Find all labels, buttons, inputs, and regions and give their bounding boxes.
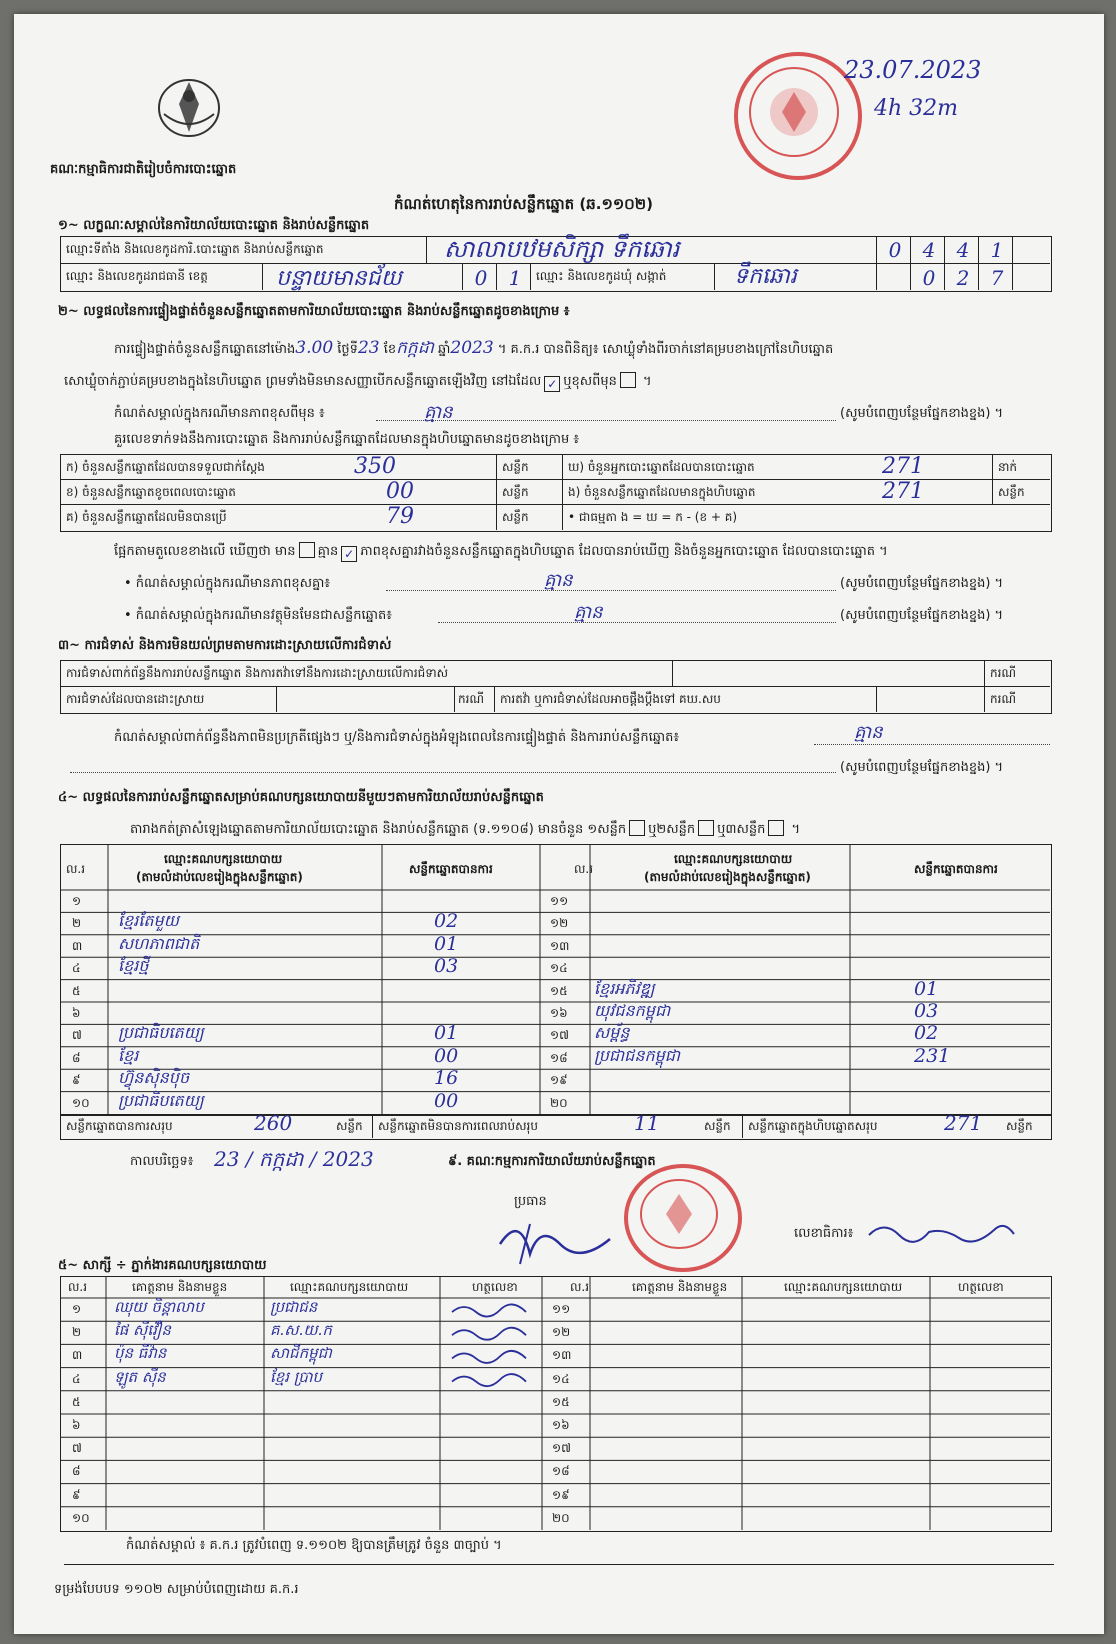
verification-time-line: ការផ្ទៀងផ្ទាត់ចំនួនសន្លឹកឆ្នោតនៅម៉ោង3.00 ថ្ងៃទី23 ខែកក្កដា ឆ្នាំ2023 ។ គ.ក.រ បានពិនិត្យ៖ សោឃ្លុំទាំងពីរចាក់នៅគម្របខាងក្រៅនៃហិបឆ្នោត [114, 338, 834, 358]
objection-row2b: ការតវ៉ា ឬការជំទាស់ដែលអាចផ្តឹងប្តឹងទៅ គឃ.សប [500, 692, 721, 706]
col-name-header: គោត្តនាម និងនាមខ្លួន [632, 1280, 728, 1294]
stamp-time: 4h 32m [874, 96, 959, 121]
row-number: ១៨ [550, 1050, 568, 1065]
row-number: ១៦ [550, 1006, 568, 1020]
col-party-header: ឈ្មោះគណបក្សនយោបាយ [164, 852, 283, 866]
stamp-date: 23.07.2023 [844, 56, 982, 84]
station-label: ឈ្មោះទីតាំង និងលេខកូដការិ.បោះឆ្នោត និងរាប់សន្លឹកឆ្នោត [66, 242, 324, 256]
row-number: ១ [72, 894, 82, 908]
col-sign-header: ហត្ថលេខា [472, 1280, 518, 1294]
row-number: ១៩ [552, 1487, 570, 1502]
unit-label: សន្លឹក [336, 1119, 363, 1133]
row-number: ១៧ [552, 1441, 571, 1456]
section1-heading: ១~ លក្ខណៈសម្គាល់នៃការិយាល័យបោះឆ្នោត និងរាប់សន្លឹកឆ្នោត [58, 218, 370, 233]
section2-heading: ២~ លទ្ធផលនៃការផ្ទៀងផ្ទាត់ចំនួនសន្លឹកឆ្នោតតាមការិយាល័យបោះឆ្នោត និងរាប់សន្លឹកឆ្នោតដូចខាងក្រោម ៖ [58, 304, 570, 319]
form-footer: ទម្រង់បែបបទ ១១០២ សម្រាប់បំពេញដោយ គ.ក.រ [54, 1582, 299, 1597]
party-votes: 02 [434, 910, 459, 933]
witness-party: សាជីកម្ពុជា [270, 1344, 332, 1363]
party-votes: 00 [434, 1044, 459, 1067]
witness-signature [452, 1351, 526, 1363]
diff-label: • កំណត់សម្គាល់ក្នុងករណីមានភាពខុសគ្នា៖ [124, 576, 331, 591]
party-name: សហភាពជាតិ [118, 933, 200, 953]
unit-label: សន្លឹក [502, 460, 529, 474]
col-no-header: ល.រ [66, 862, 86, 876]
same-checkbox[interactable]: ✓ [544, 376, 560, 392]
row-number: ៧ [72, 1028, 82, 1043]
tally-sheets-line: តារាងកត់ត្រាសំឡេងឆ្នោតតាមការិយាល័យបោះឆ្នោត និងរាប់សន្លឹកឆ្នោត (ទ.១១០៨) មានចំនួន ១សន្លឹក ឬ២សន្លឹក ឬ៣សន្លឹក ។ [130, 822, 801, 837]
col-party-header: ឈ្មោះគណបក្សនយោបាយ [674, 852, 793, 866]
note-label: កំណត់សម្គាល់ក្នុងករណីមានភាពខុសពីមុន ៖ [114, 406, 325, 421]
party-name: ខ្មែរអភិវឌ្ឍ [594, 978, 655, 998]
fill-more-note: (សូមបំពេញបន្ថែមផ្នែកខាងខ្នង) ។ [840, 406, 1004, 421]
secretary-signature [864, 1210, 1024, 1254]
has-difference-checkbox[interactable] [299, 542, 315, 558]
total-box-label: សន្លឹកឆ្នោតក្នុងហិបឆ្នោតសរុប [748, 1119, 878, 1133]
party-name: ប្រជាជនកម្ពុជា [594, 1045, 681, 1065]
row-number: ១៩ [550, 1073, 568, 1088]
c-value: 79 [386, 504, 414, 529]
b-label: ខ) ចំនួនសន្លឹកឆ្នោតខូចពេលបោះឆ្នោត [66, 485, 236, 499]
three-sheet-checkbox[interactable] [768, 820, 784, 836]
case-label: ករណី [990, 666, 1017, 680]
row-number: ១៦ [552, 1418, 570, 1432]
case-label: ករណី [458, 692, 485, 706]
row-number: ២ [72, 916, 82, 931]
commune-code-digit: 7 [990, 266, 1004, 290]
a-label: ក) ចំនួនសន្លឹកឆ្នោតដែលបានទទួលជាក់ស្តែង [66, 460, 265, 474]
witness-signature [452, 1374, 526, 1386]
fill-more-note: (សូមបំពេញបន្ថែមផ្នែកខាងខ្នង) ។ [840, 608, 1004, 623]
note-value: គ្មាន [424, 402, 453, 423]
province-code-digit: 1 [508, 266, 522, 290]
committee-label: ៩. គណៈកម្មការការិយាល័យរាប់សន្លឹកឆ្នោត [448, 1154, 656, 1169]
one-sheet-checkbox[interactable] [629, 820, 645, 836]
party-votes: 01 [434, 932, 459, 955]
row-number: ១៣ [552, 1348, 572, 1363]
odd-label: • កំណត់សម្គាល់ក្នុងករណីមានវត្ថុមិនមែនជាសន្លឹកឆ្នោត៖ [124, 608, 392, 623]
section3-heading: ៣~ ការជំទាស់ និងការមិនយល់ព្រមតាមការដោះស្រាយលើការជំទាស់ [58, 638, 392, 653]
row-number: ១ [72, 1302, 82, 1316]
row-number: ១២ [552, 1325, 571, 1340]
figures-intro: គួរលេខទាក់ទងនឹងការបោះឆ្នោត និងការរាប់សន្លឹកឆ្នោតដែលមានក្នុងហិបឆ្នោតមានដូចខាងក្រោម ៖ [114, 432, 580, 447]
difference-check-line: ផ្អែកតាមតួលេខខាងលើ ឃើញថា មាន គ្មាន ✓ ភាពខុសគ្នារវាងចំនួនសន្លឹកឆ្នោតក្នុងហិបឆ្នោត ដែលបានរាប់ឃើញ និងចំនួនអ្នកបោះឆ្នោត ដែលបានបោះឆ្នោត ។ [114, 544, 888, 561]
objection-row2a: ការជំទាស់ដែលបានដោះស្រាយ [66, 692, 205, 706]
col-name-header: គោត្តនាម និងនាមខ្លួន [132, 1280, 228, 1294]
witness-party: គ.ស.យ.ក [270, 1321, 332, 1340]
party-name: ហ៊្វុនស៊ិនប៉ិច [118, 1068, 190, 1088]
party-votes: 01 [434, 1022, 459, 1045]
party-votes: 16 [434, 1067, 459, 1090]
c-label: គ) ចំនួនសន្លឹកឆ្នោតដែលមិនបានប្រើ [66, 510, 227, 524]
party-name: ប្រជាធិបតេយ្យ [118, 1090, 204, 1110]
form-title: កំណត់ហេតុនៃការរាប់សន្លឹកឆ្នោត (ឆ.១១០២) [394, 195, 654, 213]
row-number: ១៤ [552, 1371, 570, 1386]
row-number: ១៤ [550, 961, 568, 976]
station-value: សាលាបឋមសិក្សា ទឹកឆោរ [444, 235, 680, 263]
party-name: សម្ព័ន្ធ [594, 1023, 630, 1043]
total-box-value: 271 [944, 1111, 983, 1135]
commune-value: ទឹកឆោរ [734, 264, 797, 289]
province-value: បន្ទាយមានជ័យ [276, 266, 402, 291]
row-number: ១៥ [550, 983, 568, 998]
no-difference-checkbox[interactable]: ✓ [341, 546, 357, 562]
row-number: ២០ [552, 1510, 570, 1525]
a-value: 350 [354, 454, 396, 479]
row-number: ៣ [72, 1348, 83, 1363]
unit-label: សន្លឹក [998, 485, 1025, 499]
row-number: ១៨ [552, 1464, 570, 1479]
col-party-header: ឈ្មោះគណបក្សនយោបាយ [290, 1280, 409, 1294]
official-stamp-top [734, 52, 862, 180]
row-number: ១២ [550, 916, 569, 931]
party-votes: 01 [914, 977, 939, 1000]
row-number: ៤ [72, 1371, 81, 1386]
total-invalid-label: សន្លឹកឆ្នោតមិនបានការពេលរាប់សរុប [378, 1119, 538, 1133]
party-name: ខ្មែរ [118, 1045, 139, 1065]
secretary-label: លេខាធិការ៖ [794, 1226, 854, 1241]
witness-party: ខ្មែរ ប្រាប [270, 1367, 323, 1386]
witness-name: ឡូត ស៊ីន [114, 1367, 166, 1386]
party-name: ខ្មែរតែមួយ [118, 911, 179, 931]
witness-party: ប្រជាជន [270, 1298, 318, 1316]
d-value: 271 [882, 454, 924, 479]
d-label: ឃ) ចំនួនអ្នកបោះឆ្នោតដែលបានបោះឆ្នោត [568, 460, 755, 474]
col-votes-header: សន្លឹកឆ្នោតបានការ [914, 862, 998, 876]
station-code-digit: 4 [956, 238, 970, 262]
col-no-header: ល.រ [574, 862, 594, 876]
witness-name: ផៃ ស៊ីវ៉ឿន [114, 1321, 171, 1340]
case-label: ករណី [990, 692, 1017, 706]
col-party-sub-header: (តាមលំដាប់លេខរៀងក្នុងសន្លឹកឆ្នោត) [644, 870, 811, 884]
col-no-header: ល.រ [570, 1280, 590, 1294]
b-value: 00 [386, 479, 414, 504]
different-checkbox[interactable] [620, 372, 636, 388]
witness-name: ប៉ុន ធីវ៉ាន [114, 1344, 167, 1363]
row-number: ១៥ [552, 1394, 570, 1409]
party-votes: 03 [914, 1000, 939, 1022]
date-value: 23 / កក្កដា / 2023 [214, 1147, 374, 1171]
row-number: ១០ [72, 1095, 90, 1110]
totals-row [60, 1114, 1052, 1140]
witness-signature [452, 1304, 526, 1316]
fill-more-note: (សូមបំពេញបន្ថែមផ្នែកខាងខ្នង) ។ [840, 760, 1004, 775]
row-number: ៥ [72, 1394, 81, 1409]
witness-name: ឈុយ ចិន្តាលាប [114, 1298, 204, 1316]
commune-code-digit: 0 [922, 266, 936, 290]
odd-value: គ្មាន [574, 602, 603, 623]
party-votes: 00 [434, 1089, 459, 1112]
two-sheet-checkbox[interactable] [698, 820, 714, 836]
row-number: ៤ [72, 961, 81, 976]
fill-more-note: (សូមបំពេញបន្ថែមផ្នែកខាងខ្នង) ។ [840, 576, 1004, 591]
objection-row1: ការជំទាស់ពាក់ព័ន្ធនឹងការរាប់សន្លឹកឆ្នោត និងការតវ៉ាទៅនឹងការដោះស្រាយលើការជំទាស់ [66, 666, 449, 680]
formula: • ជាធម្មតា ង = ឃ = ក - (ខ + គ) [568, 510, 738, 524]
row-number: ៧ [72, 1441, 82, 1456]
footnote: កំណត់សម្គាល់ ៖ គ.ក.រ ត្រូវបំពេញ ទ.១១០២ ឱ្យបានត្រឹមត្រូវ ចំនួន ៣ច្បាប់ ។ [126, 1538, 502, 1553]
row-number: ១៧ [550, 1028, 569, 1043]
party-votes: 02 [914, 1022, 939, 1045]
party-votes: 231 [914, 1044, 951, 1067]
section5-heading: ៥~ សាក្សី ÷ ភ្នាក់ងារគណបក្សនយោបាយ [58, 1258, 267, 1273]
row-number: ២ [72, 1325, 82, 1340]
row-number: ៩ [72, 1487, 81, 1502]
total-invalid-value: 11 [634, 1111, 660, 1135]
party-name: យុវជនកម្ពុជា [594, 1001, 671, 1020]
province-code-digit: 0 [474, 266, 488, 290]
col-votes-header: សន្លឹកឆ្នោតបានការ [409, 862, 493, 876]
lock-check-line: សោឃ្លុំចាក់ភ្ជាប់គម្របខាងក្នុងនៃហិបឆ្នោត ព្រមទាំងមិនមានសញ្ញាបើកសន្លឹកឆ្នោតឡើងវិញ នៅឯដែល ✓ ឬខុសពីមុន ។ [64, 374, 652, 391]
total-valid-value: 260 [254, 1111, 293, 1135]
unit-label: នាក់ [998, 460, 1018, 474]
witness-signature [452, 1328, 526, 1340]
chair-signature [490, 1214, 630, 1278]
row-number: ៨ [72, 1050, 81, 1065]
station-code-digit: 0 [888, 238, 902, 262]
row-number: ៦ [72, 1006, 81, 1020]
diff-value: គ្មាន [544, 570, 573, 591]
row-number: ១១ [552, 1302, 571, 1316]
row-number: ១៣ [550, 938, 570, 953]
row-number: ៨ [72, 1464, 81, 1479]
province-label: ឈ្មោះ និងលេខកូដរាជធានី ខេត្ត [66, 269, 208, 283]
e-value: 271 [882, 479, 924, 504]
unit-label: សន្លឹក [1006, 1119, 1033, 1133]
party-name: ខ្មែរថ្មី [118, 956, 149, 976]
unit-label: សន្លឹក [502, 485, 529, 499]
section4-heading: ៤~ លទ្ធផលនៃការរាប់សន្លឹកឆ្នោតសម្រាប់គណបក្សនយោបាយនីមួយៗតាមការិយាល័យរាប់សន្លឹកឆ្នោត [58, 790, 544, 805]
e-label: ង) ចំនួនសន្លឹកឆ្នោតដែលមានក្នុងហិបឆ្នោត [568, 485, 756, 499]
col-party-header: ឈ្មោះគណបក្សនយោបាយ [784, 1280, 903, 1294]
station-code-digit: 4 [922, 238, 936, 262]
committee-name: គណៈកម្មាធិការជាតិរៀបចំការបោះឆ្នោត [50, 162, 237, 177]
col-no-header: ល.រ [68, 1280, 88, 1294]
emblem-logo [154, 74, 224, 140]
row-number: ៩ [72, 1073, 81, 1088]
col-party-sub-header: (តាមលំដាប់លេខរៀងក្នុងសន្លឹកឆ្នោត) [136, 870, 303, 884]
commune-label: ឈ្មោះ និងលេខកូដឃុំ សង្កាត់ [536, 269, 667, 283]
irregularity-value: គ្មាន [854, 722, 883, 743]
row-number: ៣ [72, 938, 83, 953]
row-number: ២០ [550, 1095, 568, 1110]
document-page [14, 14, 1104, 1634]
chair-label: ប្រធាន [514, 1194, 547, 1209]
total-valid-label: សន្លឹកឆ្នោតបានការសរុប [66, 1119, 173, 1133]
row-number: ១១ [550, 894, 569, 908]
row-number: ៥ [72, 983, 81, 998]
irregularity-label: កំណត់សម្គាល់ពាក់ព័ន្ធនឹងភាពមិនប្រក្រតីផ្សេងៗ ឬ/និងការជំទាស់ក្នុងអំឡុងពេលនៃការផ្ទៀងផ្ទាត់ និងការរាប់សន្លឹកឆ្នោត៖ [114, 730, 680, 745]
party-votes: 03 [434, 955, 459, 978]
commune-code-digit: 2 [956, 266, 970, 290]
row-number: ១០ [72, 1510, 90, 1525]
station-code-digit: 1 [990, 238, 1004, 262]
unit-label: សន្លឹក [502, 510, 529, 524]
col-sign-header: ហត្ថលេខា [958, 1280, 1004, 1294]
party-name: ប្រជាធិបតេយ្យ [118, 1023, 204, 1043]
row-number: ៦ [72, 1418, 81, 1432]
unit-label: សន្លឹក [704, 1119, 731, 1133]
official-stamp-bottom [624, 1164, 742, 1272]
date-label: កាលបរិច្ឆេទ៖ [130, 1154, 194, 1169]
